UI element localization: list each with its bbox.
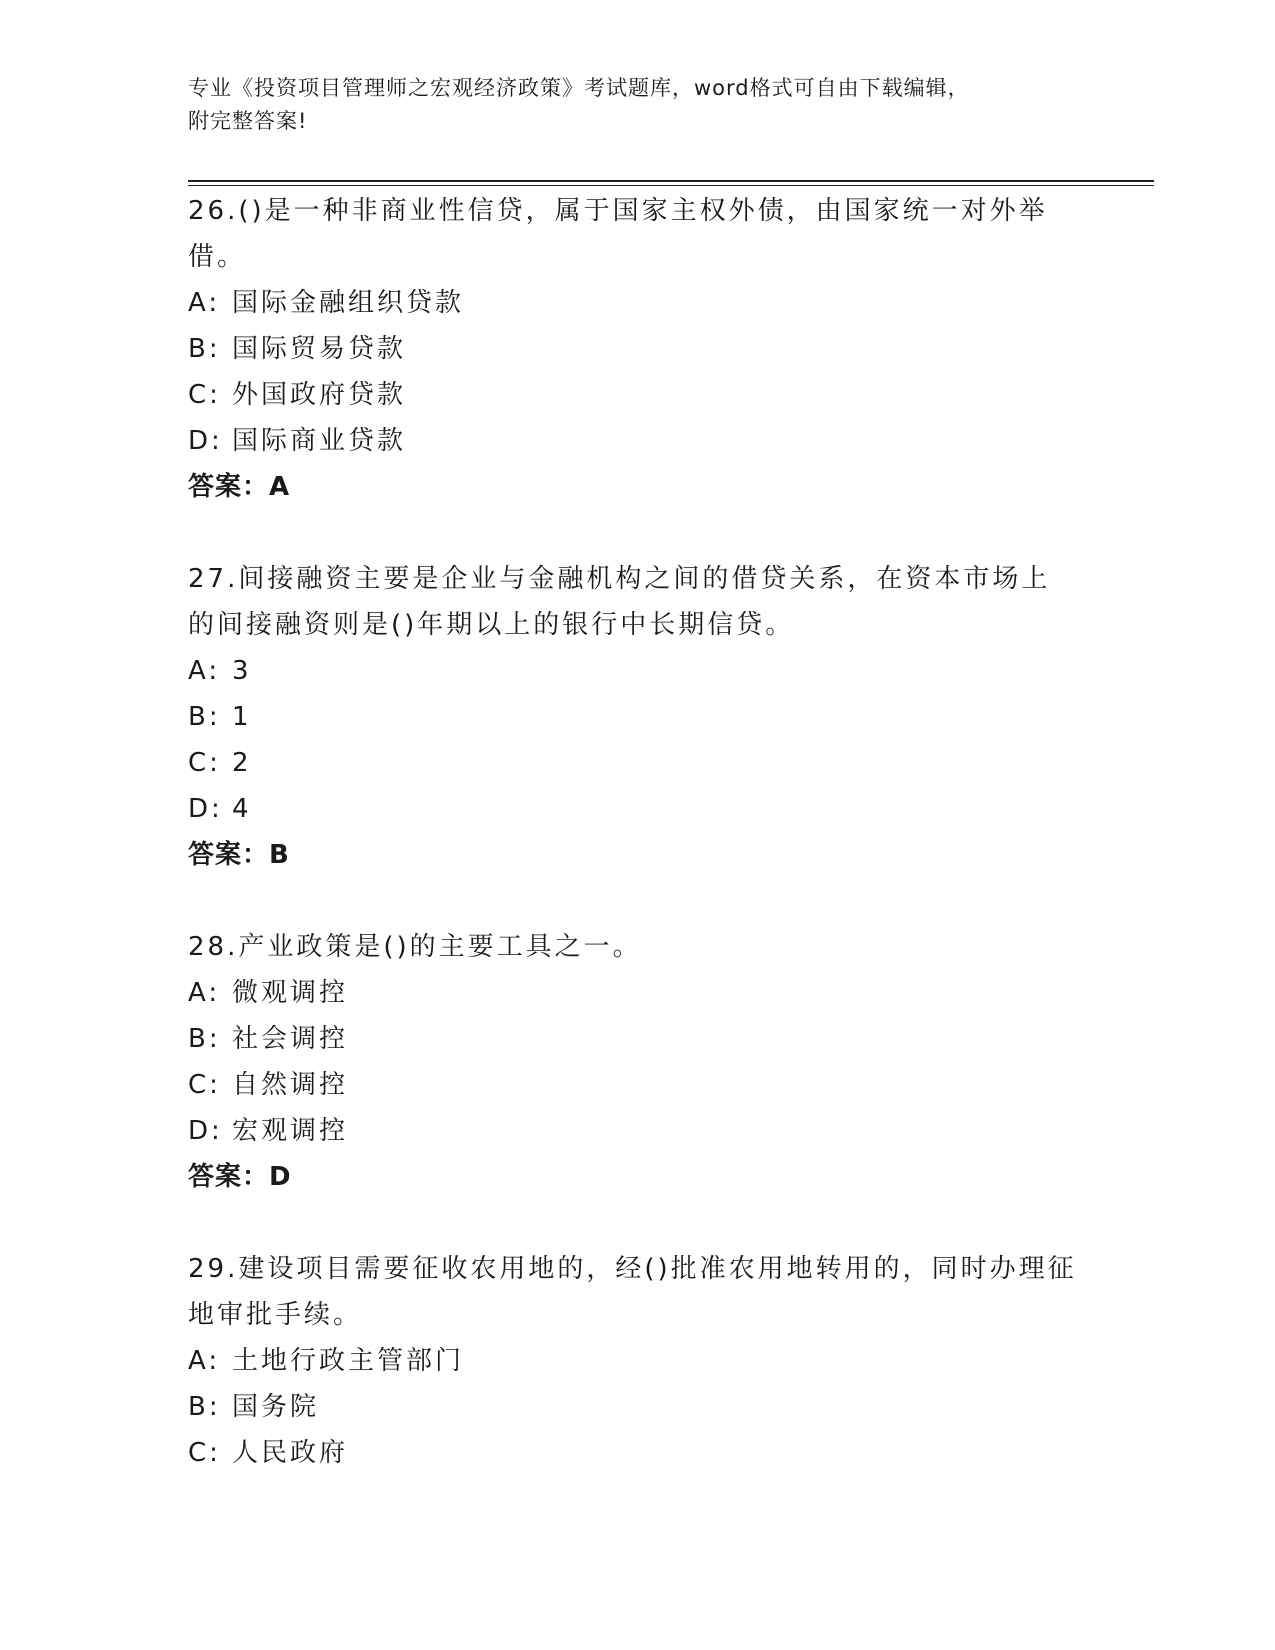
option-text: 3 [232, 656, 252, 686]
option-d [188, 786, 1088, 832]
option-text: 国际贸易贷款 [232, 334, 407, 364]
option-d [188, 1108, 1088, 1154]
option-b [188, 326, 1088, 372]
option-text: 自然调控 [232, 1070, 349, 1100]
question-list [188, 188, 1088, 1522]
option-b [188, 1016, 1088, 1062]
header-divider-thin [188, 185, 1154, 186]
question-stem: 27.间接融资主要是企业与金融机构之间的借贷关系，在资本市场上的间接融资则是()年期以上的银行中长期信贷。 [188, 564, 1051, 640]
option-a [188, 970, 1088, 1016]
option-letter: D: [188, 426, 223, 456]
option-text: 社会调控 [232, 1024, 349, 1054]
question-stem: 26.()是一种非商业性信贷，属于国家主权外债，由国家统一对外举借。 [188, 196, 1048, 272]
header-line-2: 附完整答案! [188, 109, 308, 133]
option-letter: C: [188, 1438, 221, 1468]
question-28 [188, 924, 1088, 1200]
answer-line: 答案：A [188, 472, 291, 502]
header-line-1: 专业《投资项目管理师之宏观经济政策》考试题库，word格式可自由下载编辑， [188, 76, 970, 100]
option-letter: B: [188, 702, 221, 732]
question-26 [188, 188, 1088, 510]
option-letter: A: [188, 288, 221, 318]
option-text: 4 [232, 794, 252, 824]
option-a [188, 648, 1088, 694]
option-letter: B: [188, 1024, 221, 1054]
option-text: 国务院 [232, 1392, 320, 1422]
option-text: 1 [232, 702, 252, 732]
option-c [188, 372, 1088, 418]
option-letter: B: [188, 1392, 221, 1422]
option-text: 微观调控 [232, 978, 349, 1008]
answer-line: 答案：B [188, 840, 290, 870]
question-29 [188, 1246, 1088, 1476]
option-letter: C: [188, 380, 221, 410]
option-text: 宏观调控 [232, 1116, 349, 1146]
option-text: 2 [232, 748, 252, 778]
question-stem: 29.建设项目需要征收农用地的，经()批准农用地转用的，同时办理征地审批手续。 [188, 1254, 1077, 1330]
option-a [188, 1338, 1088, 1384]
header-divider-thick [188, 180, 1154, 182]
option-text: 土地行政主管部门 [232, 1346, 465, 1376]
answer-line: 答案：D [188, 1162, 292, 1192]
option-c [188, 1430, 1088, 1476]
option-c [188, 1062, 1088, 1108]
option-text: 国际金融组织贷款 [232, 288, 465, 318]
option-b [188, 1384, 1088, 1430]
option-letter: B: [188, 334, 221, 364]
question-27 [188, 556, 1088, 878]
option-letter: D: [188, 1116, 223, 1146]
option-letter: C: [188, 748, 221, 778]
option-letter: A: [188, 656, 221, 686]
option-a [188, 280, 1088, 326]
option-letter: A: [188, 978, 221, 1008]
option-text: 人民政府 [232, 1438, 349, 1468]
option-c [188, 740, 1088, 786]
option-letter: D: [188, 794, 223, 824]
option-b [188, 694, 1088, 740]
option-text: 国际商业贷款 [232, 426, 407, 456]
document-header [188, 72, 1068, 138]
question-stem: 28.产业政策是()的主要工具之一。 [188, 932, 642, 962]
option-letter: A: [188, 1346, 221, 1376]
option-text: 外国政府贷款 [232, 380, 407, 410]
option-letter: C: [188, 1070, 221, 1100]
option-d [188, 418, 1088, 464]
